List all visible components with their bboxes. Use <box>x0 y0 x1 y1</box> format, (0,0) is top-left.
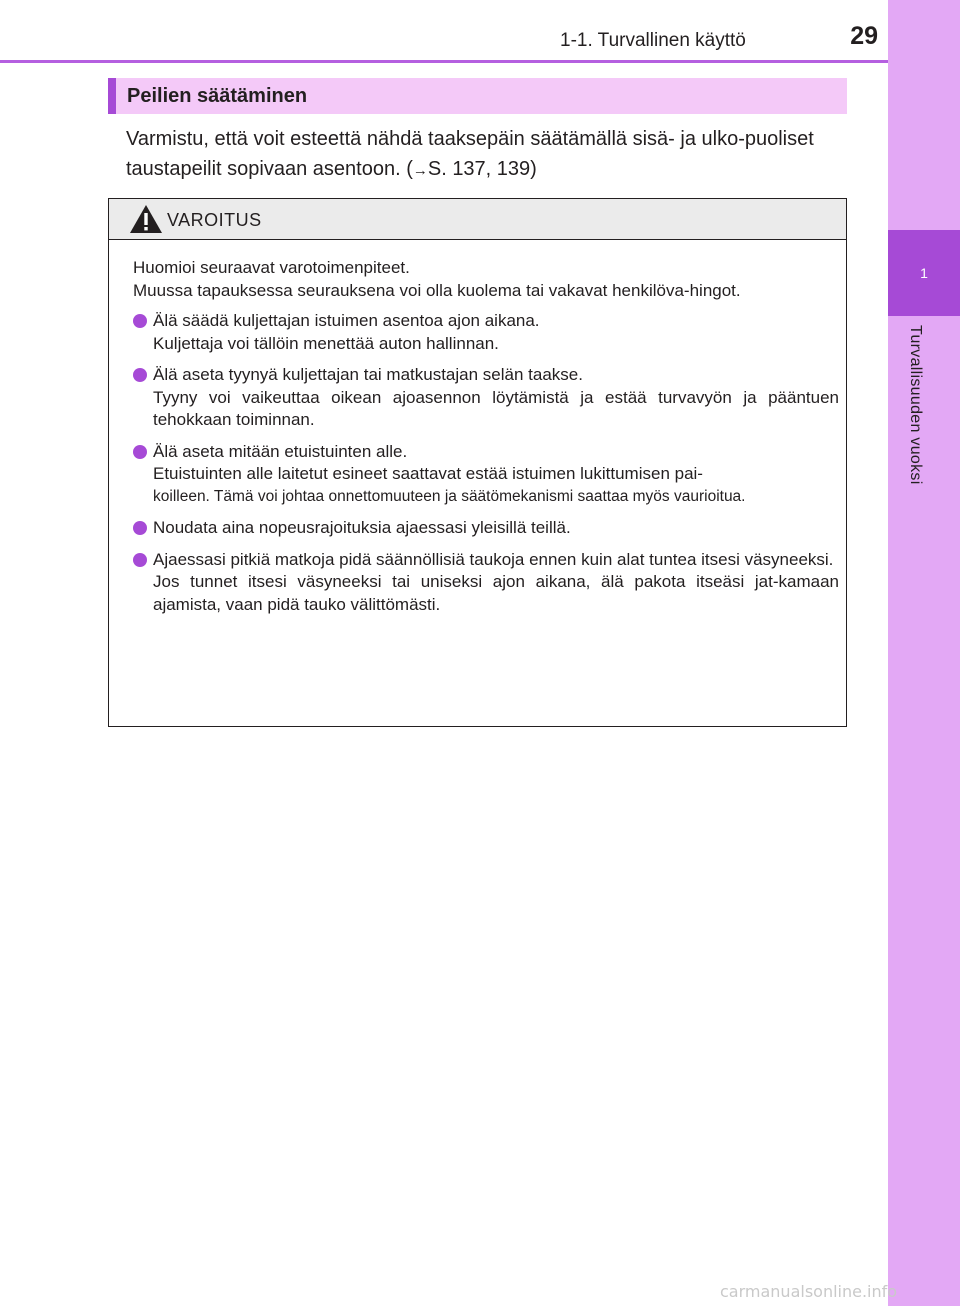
running-head: 1-1. Turvallinen käyttö <box>560 30 746 51</box>
bullet-icon <box>133 553 147 567</box>
warning-item-line: Ajaessasi pitkiä matkoja pidä säännöllisiä taukoja ennen kuin alat tuntea itsesi väsyneeksi. <box>153 549 834 569</box>
section-heading-bar <box>108 78 116 114</box>
warning-item-line: koilleen. Tämä voi johtaa onnettomuuteen ja säätömekanismi saattaa myös vaurioitua. <box>153 487 746 505</box>
section-heading-text: Peilien säätäminen <box>127 85 308 107</box>
bullet-icon <box>133 521 147 535</box>
chapter-number: 1 <box>920 265 928 281</box>
intro-text: Varmistu, että voit esteettä nähdä taaksepäin säätämällä sisä- ja ulko-puoliset taustapeilit sopivaan asentoon. ( <box>126 128 814 180</box>
warning-item <box>133 441 839 509</box>
page-number: 29 <box>850 22 878 50</box>
warning-intro: Huomioi seuraavat varotoimenpiteet. <box>133 258 410 277</box>
warning-item-line: Älä aseta tyynyä kuljettajan tai matkustajan selän taakse. <box>153 365 583 384</box>
bullet-icon <box>133 314 147 328</box>
warning-item-line: Älä aseta mitään etuistuinten alle. <box>153 441 408 461</box>
warning-body <box>133 257 839 616</box>
warning-triangle-icon <box>129 204 163 234</box>
chapter-title: Turvallisuuden vuoksi <box>907 325 924 485</box>
page-reference-link[interactable]: S. 137, 139) <box>427 158 537 180</box>
warning-item <box>133 517 839 540</box>
warning-item <box>133 549 839 617</box>
bullet-icon <box>133 368 147 382</box>
warning-header <box>109 199 846 240</box>
header-rule <box>0 60 888 63</box>
chapter-side-strip <box>888 0 960 1306</box>
warning-item <box>133 364 839 432</box>
warning-item-line: Noudata aina nopeusrajoituksia ajaessasi yleisillä teillä. <box>153 518 571 537</box>
warning-title: VAROITUS <box>167 210 262 230</box>
arrow-right-icon: → <box>412 162 428 179</box>
warning-item-line: Jos tunnet itsesi väsyneeksi tai uniseksi ajon aikana, älä pakota itseäsi jat-kamaan ajamista, vaan pidä tauko välittömästi. <box>153 572 839 614</box>
section-intro <box>126 124 846 186</box>
bullet-icon <box>133 445 147 459</box>
warning-intro-consequence: Muussa tapauksessa seurauksena voi olla kuolema tai vakavat henkilöva-hingot. <box>133 280 741 300</box>
warning-item-line: Kuljettaja voi tällöin menettää auton hallinnan. <box>153 333 499 353</box>
section-heading <box>108 78 847 114</box>
warning-item-line: Älä säädä kuljettajan istuimen asentoa ajon aikana. <box>153 311 540 330</box>
warning-item <box>133 310 839 355</box>
footer-watermark: carmanualsonline.info <box>720 1282 898 1301</box>
warning-box <box>108 198 847 727</box>
warning-item-line: Etuistuinten alle laitetut esineet saattavat estää istuimen lukittumisen pai- <box>153 464 703 483</box>
warning-item-line: Tyyny voi vaikeuttaa oikean ajoasennon löytämistä ja estää turvavyön ja pääntuen tehokkaan toiminnan. <box>153 387 839 429</box>
chapter-number-tab <box>888 230 960 316</box>
